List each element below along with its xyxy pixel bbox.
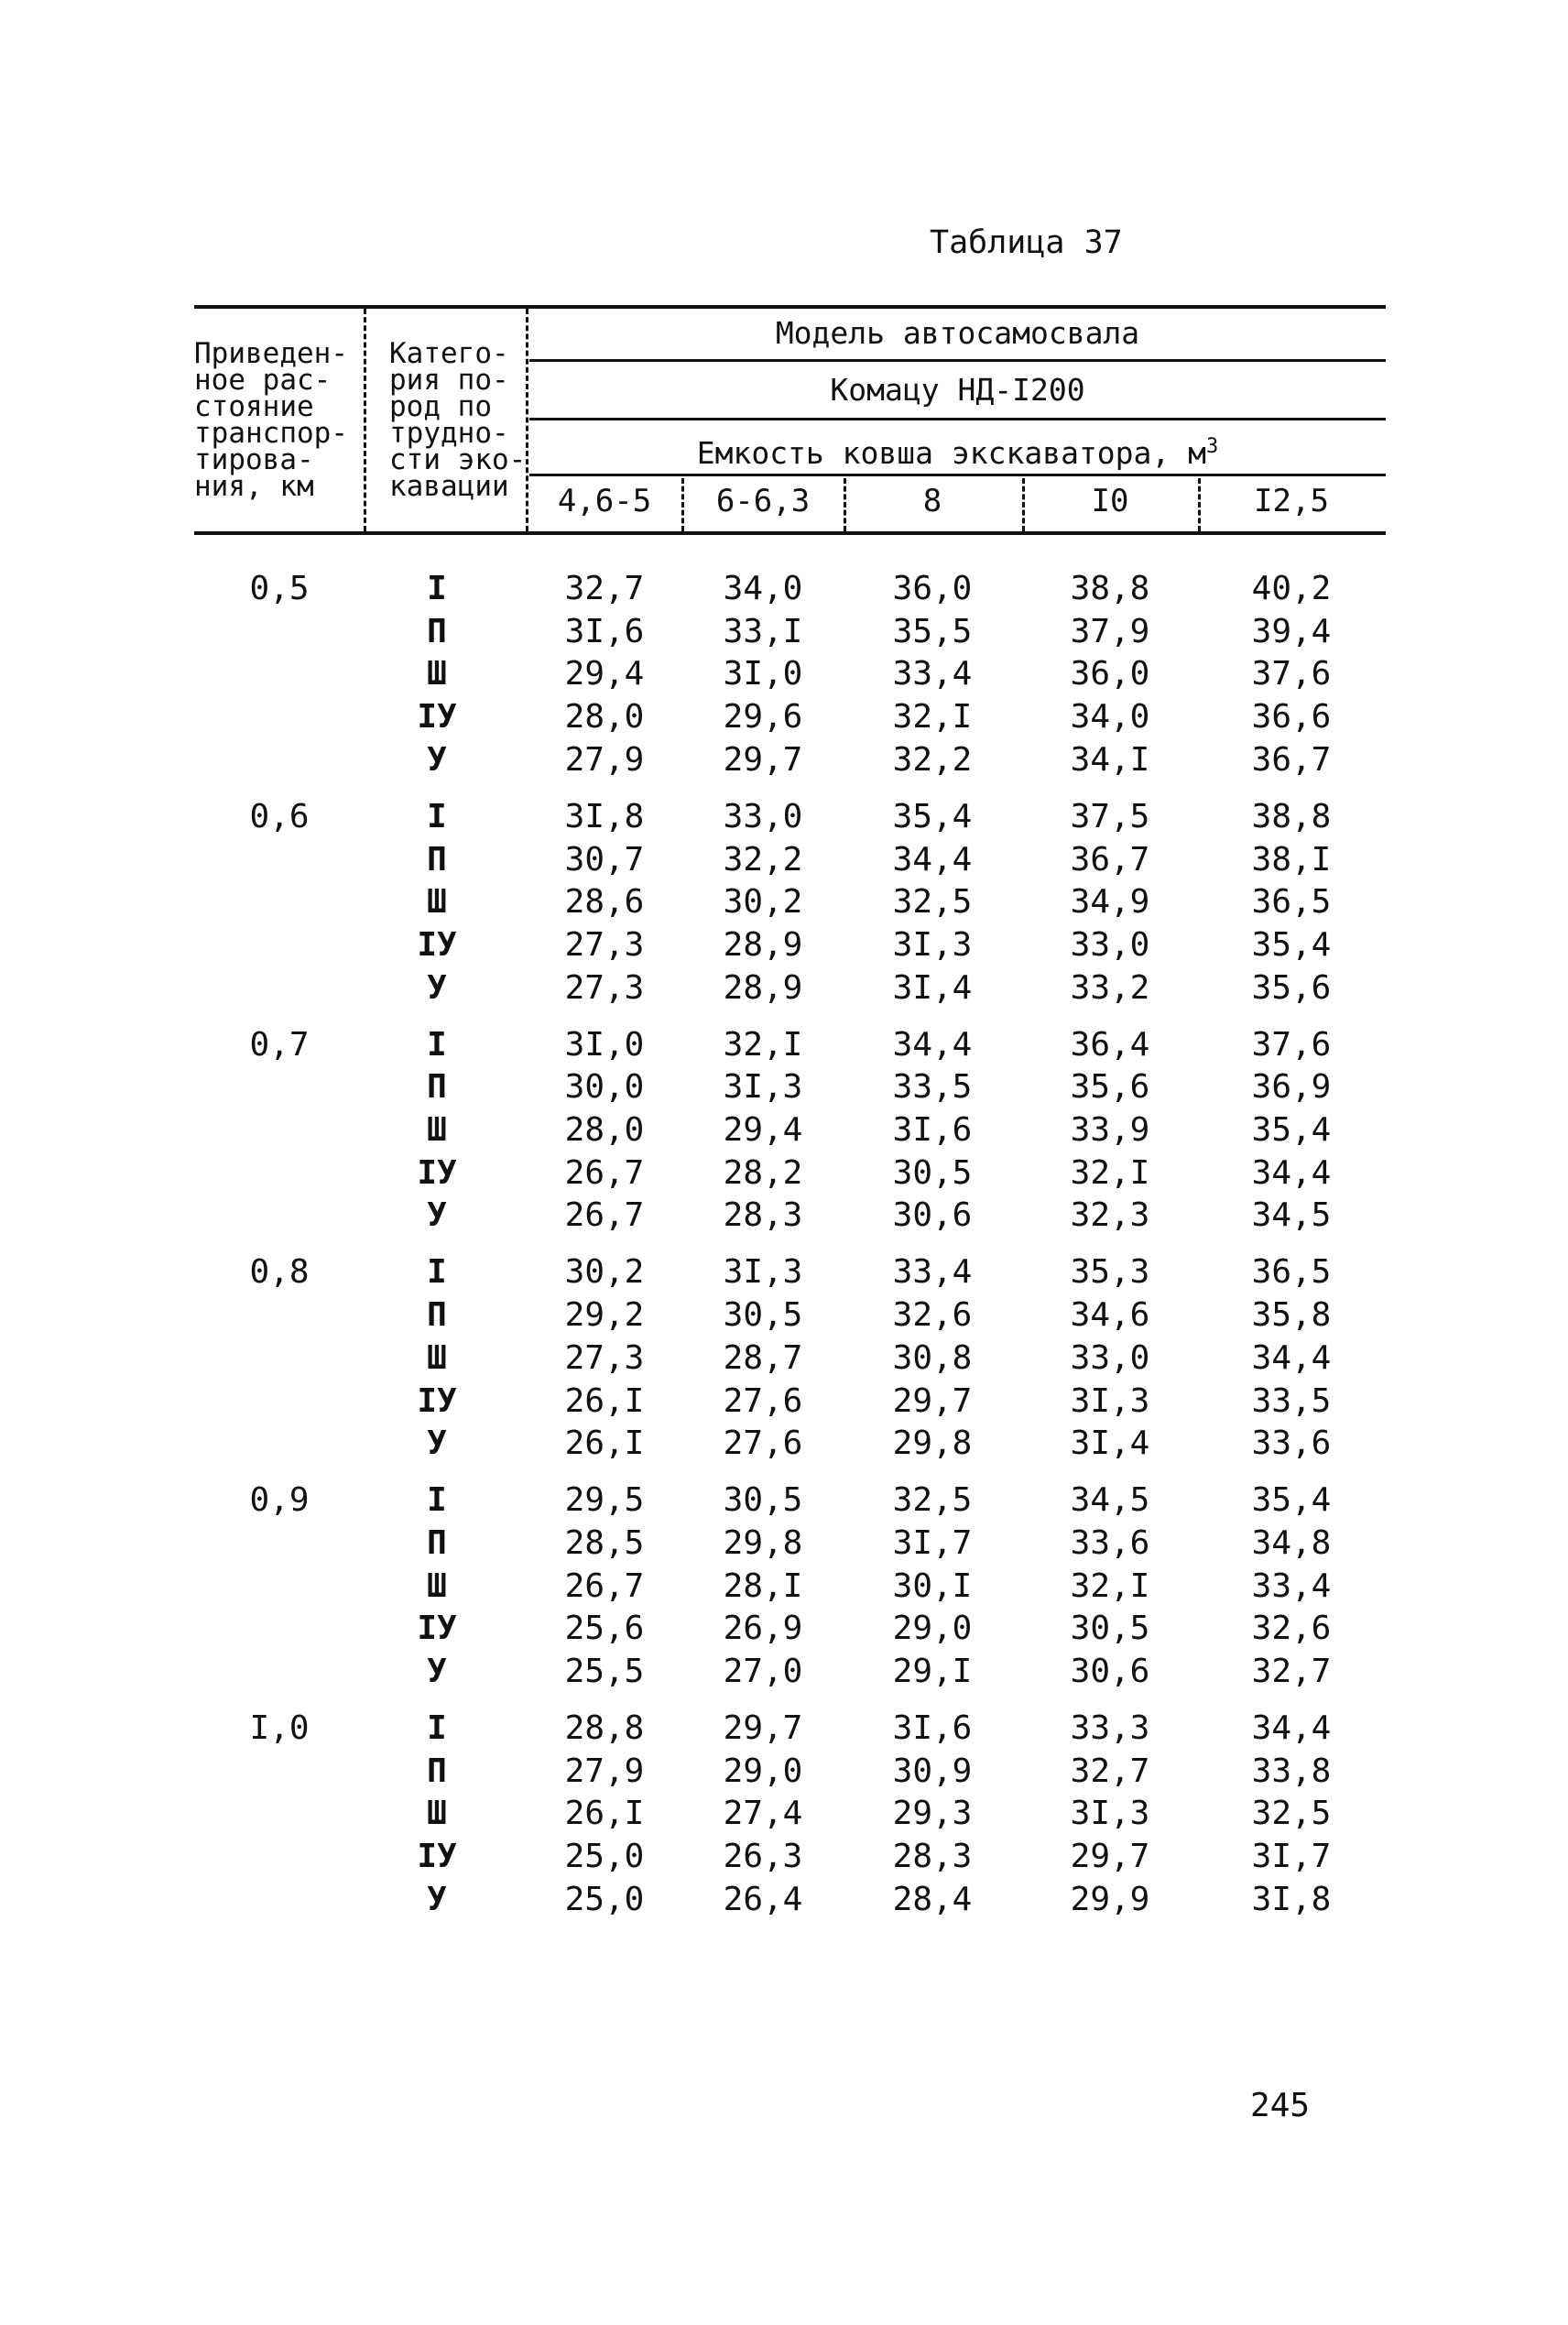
table-cell: 30,5 — [723, 1296, 803, 1335]
table-cell: 35,8 — [1251, 1296, 1332, 1335]
header-rule-capacity — [529, 474, 1386, 476]
table-cell: 36,6 — [1251, 698, 1332, 737]
table-cell: 32,5 — [892, 883, 973, 922]
table-cell: 32,5 — [1251, 1795, 1332, 1833]
table-cell: 34,4 — [1251, 1709, 1332, 1747]
table-cell: 30,5 — [892, 1153, 973, 1192]
table-cell: 33,9 — [1070, 1111, 1150, 1149]
table-cell: 34,4 — [892, 840, 973, 879]
table-cell: 27,4 — [723, 1795, 803, 1833]
header-capacity-label — [529, 431, 1386, 470]
table-cell: 37,6 — [1251, 1025, 1332, 1064]
table-cell: 38,8 — [1251, 797, 1332, 835]
capacity-label-text: Емкость ковша экскаватора, м — [696, 435, 1207, 471]
table-cell: 37,5 — [1070, 797, 1150, 835]
table-cell: 30,I — [892, 1566, 973, 1605]
table-cell: 36,7 — [1070, 840, 1150, 879]
table-cell: 29,8 — [723, 1523, 803, 1562]
table-cell: 38,8 — [1070, 570, 1150, 607]
table-cell: 33,6 — [1251, 1424, 1332, 1463]
category-value: IУ — [417, 1381, 457, 1420]
table-cell: 34,I — [1070, 740, 1150, 779]
table-cell: 36,5 — [1251, 883, 1332, 922]
table-cell: 30,7 — [564, 840, 645, 879]
table-cell: 33,0 — [723, 797, 803, 835]
capacity-header: I2,5 — [1254, 483, 1329, 519]
category-value: IУ — [417, 698, 457, 737]
table-cell: 3I,0 — [723, 655, 803, 693]
table-cell: 32,I — [892, 698, 973, 737]
table-cell: 26,7 — [564, 1153, 645, 1192]
category-value: У — [427, 1196, 447, 1235]
table-cell: 3I,3 — [1070, 1795, 1150, 1833]
table-cell: 3I,4 — [1070, 1424, 1150, 1463]
header-bottom-rule — [194, 531, 1386, 535]
header-category-line: кавации — [389, 470, 509, 503]
category-value: П — [427, 1068, 447, 1107]
distance-value: 0,7 — [249, 1025, 310, 1064]
header-distance-line: ное рас- — [194, 364, 332, 397]
page-number: 245 — [1250, 2087, 1311, 2124]
table-cell: 35,5 — [892, 612, 973, 650]
table-cell: 3I,7 — [1251, 1838, 1332, 1876]
header-rule-model — [529, 359, 1386, 362]
table-cell: 34,4 — [1251, 1338, 1332, 1377]
category-value: У — [427, 1880, 447, 1918]
header-model-name: Комацу НД-I200 — [830, 372, 1085, 408]
distance-value: 0,6 — [249, 797, 310, 835]
table-cell: 25,0 — [564, 1838, 645, 1876]
capacity-header: I0 — [1091, 483, 1129, 519]
header-distance-line: стояние — [194, 390, 314, 423]
table-cell: 40,2 — [1251, 570, 1332, 607]
table-cell: 26,7 — [564, 1566, 645, 1605]
header-distance-line: тирова- — [194, 443, 314, 476]
table-cell: 34,8 — [1251, 1523, 1332, 1562]
table-cell: 32,7 — [1070, 1752, 1150, 1790]
table-cell: 27,3 — [564, 968, 645, 1007]
table-cell: 33,3 — [1070, 1709, 1150, 1747]
category-value: I — [427, 1481, 447, 1520]
table-cell: 29,5 — [564, 1481, 645, 1520]
table-cell: 27,6 — [723, 1381, 803, 1420]
table-cell: 35,6 — [1070, 1068, 1150, 1107]
table-cell: 30,5 — [1070, 1610, 1150, 1648]
table-cell: 35,4 — [1251, 925, 1332, 964]
category-value: Ш — [427, 1566, 447, 1605]
category-value: Ш — [427, 1111, 447, 1149]
table-cell: 33,2 — [1070, 968, 1150, 1007]
table-cell: 30,2 — [564, 1253, 645, 1292]
table-cell: 34,0 — [1070, 698, 1150, 737]
table-cell: 32,6 — [892, 1296, 973, 1335]
table-cell: 36,5 — [1251, 1253, 1332, 1292]
header-distance — [194, 337, 364, 503]
table-cell: 28,9 — [723, 925, 803, 964]
category-value: I — [427, 1709, 447, 1747]
table-cell: 32,6 — [1251, 1610, 1332, 1648]
table-cell: 33,6 — [1070, 1523, 1150, 1562]
category-value: П — [427, 840, 447, 879]
header-model-label: Модель автосамосвала — [775, 315, 1140, 351]
table-cell: 28,6 — [564, 883, 645, 922]
capacity-header: 6-6,3 — [715, 483, 811, 519]
category-value: Ш — [427, 1795, 447, 1833]
category-value: У — [427, 740, 447, 779]
header-separator-1 — [364, 309, 366, 531]
table-cell: 28,7 — [723, 1338, 803, 1377]
header-rule-name — [529, 418, 1386, 420]
category-value: I — [427, 1253, 447, 1292]
table-cell: 33,4 — [892, 1253, 973, 1292]
table-cell: 25,6 — [564, 1610, 645, 1648]
table-cell: 27,3 — [564, 1338, 645, 1377]
table-cell: 3I,3 — [723, 1253, 803, 1292]
header-distance-line: Приведен- — [194, 337, 348, 370]
table-cell: 29,0 — [723, 1752, 803, 1790]
table-cell: 29,2 — [564, 1296, 645, 1335]
category-value: Ш — [427, 1338, 447, 1377]
table-cell: 36,7 — [1251, 740, 1332, 779]
table-cell: 33,4 — [892, 655, 973, 693]
category-value: П — [427, 1752, 447, 1790]
table-cell: 28,I — [723, 1566, 803, 1605]
capacity-header: 4,6-5 — [557, 483, 652, 519]
table-cell: 26,4 — [723, 1880, 803, 1918]
header-category — [389, 337, 527, 503]
table-cell: 35,4 — [892, 797, 973, 835]
table-cell: 34,9 — [1070, 883, 1150, 922]
category-value: IУ — [417, 925, 457, 964]
capacity-separator-4 — [1198, 478, 1201, 531]
table-cell: 30,6 — [892, 1196, 973, 1235]
table-cell: 28,9 — [723, 968, 803, 1007]
header-category-line: сти эко- — [389, 443, 527, 476]
table-cell: 3I,3 — [723, 1068, 803, 1107]
table-cell: 26,I — [564, 1424, 645, 1463]
table-cell: 26,I — [564, 1795, 645, 1833]
table-cell: 36,9 — [1251, 1068, 1332, 1107]
table-cell: 32,2 — [892, 740, 973, 779]
table-cell: 29,3 — [892, 1795, 973, 1833]
table-cell: 32,7 — [1251, 1653, 1332, 1690]
table-cell: 29,9 — [1070, 1880, 1150, 1918]
table-cell: 29,6 — [723, 698, 803, 737]
table-cell: 29,7 — [892, 1381, 973, 1420]
table-cell: 3I,6 — [892, 1111, 973, 1149]
table-cell: 36,4 — [1070, 1025, 1150, 1064]
table-cell: 27,3 — [564, 925, 645, 964]
table-cell: 33,5 — [892, 1068, 973, 1107]
table-cell: 33,8 — [1251, 1752, 1332, 1790]
table-cell: 26,3 — [723, 1838, 803, 1876]
category-value: Ш — [427, 655, 447, 693]
table-cell: 3I,3 — [892, 925, 973, 964]
table-cell: 34,6 — [1070, 1296, 1150, 1335]
table-cell: 32,5 — [892, 1481, 973, 1520]
table-cell: 26,9 — [723, 1610, 803, 1648]
table-cell: 3I,3 — [1070, 1381, 1150, 1420]
table-cell: 25,5 — [564, 1653, 645, 1690]
table-cell: 28,0 — [564, 698, 645, 737]
table-cell: 29,4 — [723, 1111, 803, 1149]
table-cell: 30,9 — [892, 1752, 973, 1790]
category-value: У — [427, 968, 447, 1007]
table-cell: 34,4 — [892, 1025, 973, 1064]
header-distance-line: ния, км — [194, 470, 314, 503]
table-cell: 3I,6 — [564, 612, 645, 650]
table-cell: 30,6 — [1070, 1653, 1150, 1690]
header-category-line: род по — [389, 390, 492, 423]
table-cell: 30,5 — [723, 1481, 803, 1520]
table-cell: 37,6 — [1251, 655, 1332, 693]
table-cell: 28,3 — [892, 1838, 973, 1876]
table-cell: 29,0 — [892, 1610, 973, 1648]
table-title: Таблица 37 — [930, 224, 1123, 261]
table-cell: 28,8 — [564, 1709, 645, 1747]
table-cell: 27,6 — [723, 1424, 803, 1463]
table-cell: 33,I — [723, 612, 803, 650]
category-value: П — [427, 1523, 447, 1562]
table-cell: 34,0 — [723, 570, 803, 607]
table-cell: 33,0 — [1070, 1338, 1150, 1377]
table-cell: 34,4 — [1251, 1153, 1332, 1192]
table-cell: 29,7 — [723, 740, 803, 779]
table-cell: 27,0 — [723, 1653, 803, 1690]
table-cell: 27,9 — [564, 1752, 645, 1790]
table-cell: 29,4 — [564, 655, 645, 693]
capacity-unit-sup: 3 — [1206, 435, 1219, 458]
table-cell: 34,5 — [1251, 1196, 1332, 1235]
table-cell: 28,2 — [723, 1153, 803, 1192]
table-cell: 3I,0 — [564, 1025, 645, 1064]
table-cell: 32,3 — [1070, 1196, 1150, 1235]
capacity-separator-3 — [1022, 478, 1025, 531]
table-cell: 32,7 — [564, 570, 645, 607]
table-cell: 36,0 — [892, 570, 973, 607]
table-cell: 30,2 — [723, 883, 803, 922]
category-value: У — [427, 1653, 447, 1690]
table-cell: 28,3 — [723, 1196, 803, 1235]
distance-value: 0,5 — [249, 570, 310, 607]
table-cell: 33,0 — [1070, 925, 1150, 964]
table-cell: 35,6 — [1251, 968, 1332, 1007]
category-value: I — [427, 570, 447, 607]
capacity-header: 8 — [922, 483, 942, 519]
table-cell: 32,2 — [723, 840, 803, 879]
table-cell: 35,4 — [1251, 1111, 1332, 1149]
table-cell: 28,4 — [892, 1880, 973, 1918]
table-cell: 33,5 — [1251, 1381, 1332, 1420]
category-value: П — [427, 612, 447, 650]
category-value: IУ — [417, 1838, 457, 1876]
table-cell: 26,I — [564, 1381, 645, 1420]
table-cell: 28,0 — [564, 1111, 645, 1149]
table-cell: 30,0 — [564, 1068, 645, 1107]
table-cell: 29,7 — [1070, 1838, 1150, 1876]
category-value: I — [427, 1025, 447, 1064]
header-distance-line: транспор- — [194, 417, 348, 450]
header-top-rule — [194, 305, 1386, 309]
table-cell: 38,I — [1251, 840, 1332, 879]
header-category-line: Катего- — [389, 337, 509, 370]
distance-value: 0,9 — [249, 1481, 310, 1520]
table-cell: 35,4 — [1251, 1481, 1332, 1520]
header-category-line: рия по- — [389, 364, 509, 397]
table-cell: 25,0 — [564, 1880, 645, 1918]
distance-value: I,0 — [249, 1709, 310, 1747]
category-value: У — [427, 1424, 447, 1463]
header-category-line: трудно- — [389, 417, 509, 450]
table-cell: 32,I — [723, 1025, 803, 1064]
table-cell: 29,7 — [723, 1709, 803, 1747]
category-value: I — [427, 797, 447, 835]
category-value: П — [427, 1296, 447, 1335]
table-cell: 34,5 — [1070, 1481, 1150, 1520]
category-value: IУ — [417, 1153, 457, 1192]
table-cell: 3I,6 — [892, 1709, 973, 1747]
category-value: IУ — [417, 1610, 457, 1648]
table-cell: 33,4 — [1251, 1566, 1332, 1605]
table-cell: 3I,8 — [1251, 1880, 1332, 1918]
table-cell: 3I,8 — [564, 797, 645, 835]
table-cell: 28,5 — [564, 1523, 645, 1562]
table-cell: 3I,4 — [892, 968, 973, 1007]
table-cell: 30,8 — [892, 1338, 973, 1377]
table-cell: 3I,7 — [892, 1523, 973, 1562]
table-cell: 32,I — [1070, 1153, 1150, 1192]
table-cell: 36,0 — [1070, 655, 1150, 693]
table-cell: 27,9 — [564, 740, 645, 779]
table-cell: 35,3 — [1070, 1253, 1150, 1292]
table-cell: 26,7 — [564, 1196, 645, 1235]
table-cell: 29,I — [892, 1653, 973, 1690]
table-cell: 32,I — [1070, 1566, 1150, 1605]
table-cell: 39,4 — [1251, 612, 1332, 650]
table-cell: 29,8 — [892, 1424, 973, 1463]
distance-value: 0,8 — [249, 1253, 310, 1292]
category-value: Ш — [427, 883, 447, 922]
table-cell: 37,9 — [1070, 612, 1150, 650]
